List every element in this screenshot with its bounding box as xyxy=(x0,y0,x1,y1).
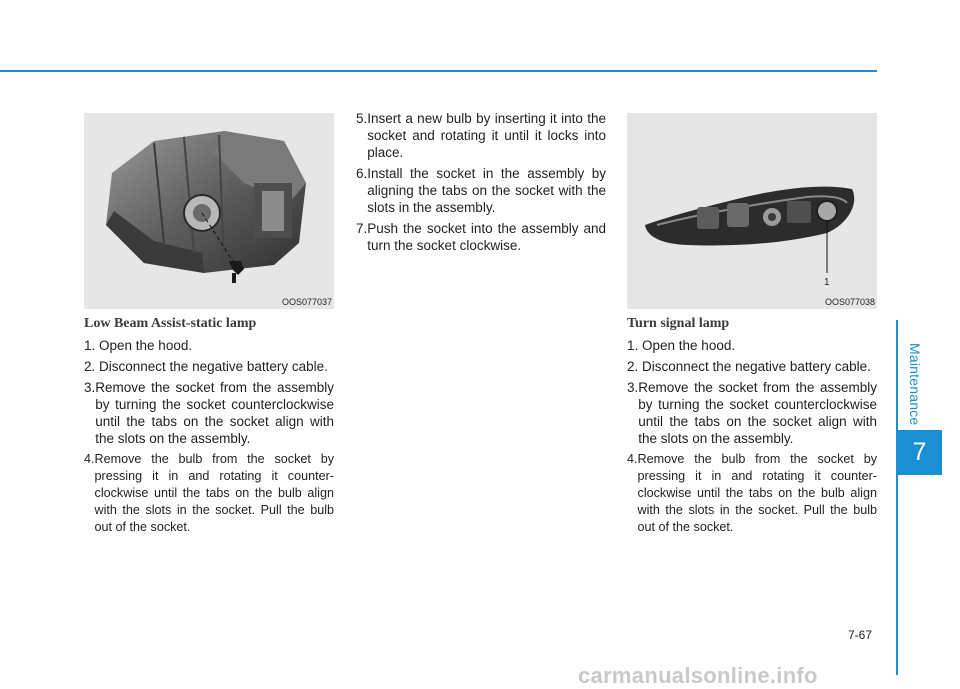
step-item: 2. Disconnect the negative battery cable. xyxy=(84,359,328,374)
step-item: 2. Disconnect the negative battery cable. xyxy=(627,359,871,374)
headlamp-illustration xyxy=(84,113,334,309)
header-rule xyxy=(0,70,877,72)
figure-code: OOS077037 xyxy=(281,297,332,307)
section-title: Low Beam Assist-static lamp xyxy=(84,316,257,331)
step-item: 6. Install the socket in the assembly by aligning the tabs on the socket with the slots in the assembly. xyxy=(356,166,606,215)
page-number: 7-67 xyxy=(848,628,873,642)
step-list xyxy=(627,337,877,536)
section-label: Maintenance xyxy=(907,343,923,426)
step-item: 4. Remove the bulb from the socket by pressing it in and rotating it counter-clockwise until the tabs on the bulb align with the slots in the socket. Pull the bulb out of the socket. xyxy=(84,452,334,534)
turn-signal-section xyxy=(627,315,877,540)
side-rule xyxy=(896,320,898,675)
step-list xyxy=(356,110,606,254)
low-beam-section xyxy=(84,315,334,540)
headlamp-figure xyxy=(84,113,334,309)
step-list xyxy=(84,337,334,536)
turn-signal-figure xyxy=(627,113,877,309)
figure-code: OOS077038 xyxy=(824,297,875,307)
watermark[interactable]: carmanualsonline.info xyxy=(578,663,818,688)
chapter-tab[interactable]: 7 xyxy=(897,430,942,475)
turn-signal-illustration xyxy=(627,113,877,309)
callout-number: 1 xyxy=(824,277,830,288)
step-item: 3. Remove the socket from the assembly by turning the socket counterclockwise until the tabs on the socket align with the slots on the assembly. xyxy=(84,380,334,446)
step-item: 1. Open the hood. xyxy=(84,338,193,353)
step-item: 1. Open the hood. xyxy=(627,338,736,353)
step-item: 3. Remove the socket from the assembly by turning the socket counterclockwise until the tabs on the socket align with the slots on the assembly. xyxy=(627,380,877,446)
step-item: 5. Insert a new bulb by inserting it into the socket and rotating it until it locks into place. xyxy=(356,111,606,160)
section-title: Turn signal lamp xyxy=(627,316,730,331)
step-item: 7. Push the socket into the assembly and turn the socket clockwise. xyxy=(356,221,606,253)
step-item: 4. Remove the bulb from the socket by pressing it in and rotating it counter-clockwise until the tabs on the bulb align with the slots in the socket. Pull the bulb out of the socket. xyxy=(627,452,877,534)
continued-steps xyxy=(356,110,606,258)
